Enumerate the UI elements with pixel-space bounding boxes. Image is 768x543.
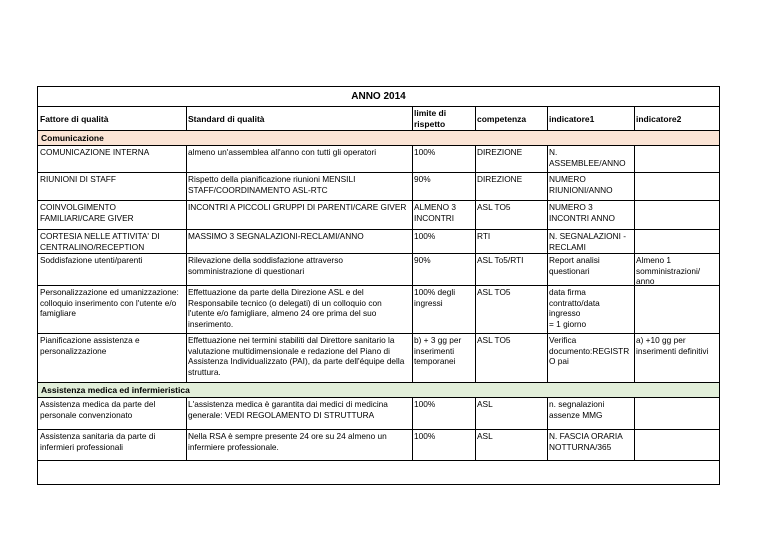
title-divider <box>38 106 719 107</box>
table-cell: ASL <box>477 431 493 441</box>
table-cell: Personalizzazione ed umanizzazione: colloquio inserimento con l'utente e/o famigliare <box>40 287 179 319</box>
table-cell: Report analisi questionari <box>549 255 600 276</box>
table-cell: DIREZIONE <box>477 147 523 157</box>
table-cell: Soddisfazione utenti/parenti <box>40 255 143 265</box>
table-cell: n. segnalazioni assenze MMG <box>549 399 605 420</box>
table-cell: 90% <box>414 174 431 184</box>
table-cell: ASL TO5 <box>477 287 511 297</box>
table-cell: a) +10 gg per inserimenti definitivi <box>636 335 709 356</box>
column-header: Fattore di qualità <box>40 114 109 124</box>
table-cell: ASL TO5 <box>477 335 511 345</box>
table-cell: N. FASCIA ORARIA NOTTURNA/365 <box>549 431 623 452</box>
section-header: Comunicazione <box>38 131 719 146</box>
column-divider <box>412 107 413 131</box>
column-divider <box>475 107 476 131</box>
row-divider <box>38 285 719 286</box>
column-divider <box>634 107 635 131</box>
column-divider <box>475 398 476 461</box>
table-cell: CORTESIA NELLE ATTIVITA' DI CENTRALINO/RECEPTION <box>40 231 160 252</box>
table-cell: 100% <box>414 399 436 409</box>
section-header: Assistenza medica ed infermieristica <box>38 383 719 398</box>
table-cell: Effettuazione nei termini stabiliti dal Direttore sanitario la valutazione multidimensionale e redazione del Piano di Assistenza Individualizzato (PAI), da parte dell'équipe della struttura. <box>188 335 405 377</box>
column-divider <box>186 398 187 461</box>
row-divider <box>38 200 719 201</box>
table-cell: 100% <box>414 431 436 441</box>
table-cell: 100% <box>414 231 436 241</box>
table-cell: MASSIMO 3 SEGNALAZIONI-RECLAMI/ANNO <box>188 231 364 241</box>
table-cell <box>636 147 718 172</box>
table-cell: Pianificazione assistenza e personalizzazione <box>40 335 140 356</box>
column-header: competenza <box>477 114 527 124</box>
table-cell: Rispetto della pianificazione riunioni MENSILI STAFF/COORDINAMENTO ASL-RTC <box>188 174 356 195</box>
column-divider <box>475 146 476 383</box>
table-cell <box>636 399 718 429</box>
column-divider <box>634 398 635 461</box>
table-cell: N. SEGNALAZIONI - RECLAMI <box>549 231 626 252</box>
table-cell: almeno un'assemblea all'anno con tutti gli operatori <box>188 147 377 157</box>
column-header: indicatore1 <box>549 114 595 124</box>
table-cell: COMUNICAZIONE INTERNA <box>40 147 150 157</box>
section-divider <box>38 397 719 398</box>
table-cell: Nella RSA è sempre presente 24 ore su 24 almeno un infermiere professionale. <box>188 431 387 452</box>
table-cell: L'assistenza medica è garantita dai medici di medicina generale: VEDI REGOLAMENTO DI STRUTTURA <box>188 399 388 420</box>
table-cell: INCONTRI A PICCOLI GRUPPI DI PARENTI/CARE GIVER <box>188 202 407 212</box>
table-cell: Verifica documento:REGISTR O pai <box>549 335 630 367</box>
table-cell: data firma contratto/data ingresso = 1 giorno <box>549 287 600 329</box>
column-divider <box>547 398 548 461</box>
table-cell: ASL To5/RTI <box>477 255 524 265</box>
table-cell: Assistenza medica da parte del personale convenzionato <box>40 399 156 420</box>
column-divider <box>186 107 187 131</box>
table-cell: b) + 3 gg per inserimenti temporanei <box>414 335 462 367</box>
row-divider <box>38 172 719 173</box>
column-divider <box>186 146 187 383</box>
table-cell: ASL TO5 <box>477 202 511 212</box>
table-cell: Almeno 1 somministrazioni/ anno <box>636 255 701 285</box>
row-divider <box>38 229 719 230</box>
column-divider <box>547 146 548 383</box>
table-cell: NUMERO 3 INCONTRI ANNO <box>549 202 615 223</box>
table-cell: Assistenza sanitaria da parte di infermieri professionali <box>40 431 156 452</box>
row-divider <box>38 253 719 254</box>
table-cell: ASL <box>477 399 493 409</box>
column-divider <box>634 146 635 383</box>
column-divider <box>547 107 548 131</box>
table-cell: 90% <box>414 255 431 265</box>
column-header: indicatore2 <box>636 114 682 124</box>
table-cell <box>636 174 718 200</box>
column-header: limite di rispetto <box>414 108 447 129</box>
table-cell: 100% <box>414 147 436 157</box>
section-divider <box>38 145 719 146</box>
column-header: Standard di qualità <box>188 114 265 124</box>
table-cell: N. ASSEMBLEE/ANNO <box>549 147 626 168</box>
table-cell: Rilevazione della soddisfazione attraverso somministrazione di questionari <box>188 255 343 276</box>
table-cell <box>636 231 718 253</box>
table-title: ANNO 2014 <box>351 91 406 102</box>
row-divider <box>38 429 719 430</box>
table-cell <box>636 287 718 333</box>
table-cell: DIREZIONE <box>477 174 523 184</box>
table-cell: ALMENO 3 INCONTRI <box>414 202 456 223</box>
row-divider <box>38 333 719 334</box>
row-divider <box>38 460 719 461</box>
table-cell: 100% degli ingressi <box>414 287 456 308</box>
table-cell: RIUNIONI DI STAFF <box>40 174 116 184</box>
column-divider <box>412 146 413 383</box>
table-cell: COINVOLGIMENTO FAMILIARI/CARE GIVER <box>40 202 134 223</box>
table-cell: RTI <box>477 231 491 241</box>
table-cell: Effettuazione da parte della Direzione ASL e del Responsabile tecnico (o delegati) di un colloquio con l'utente e/o famigliare, almeno 24 ore prima del suo inserimento. <box>188 287 382 329</box>
table-cell <box>636 431 718 460</box>
quality-table <box>37 86 720 485</box>
table-grid <box>38 87 721 486</box>
table-cell <box>636 202 718 229</box>
table-cell: NUMERO RIUNIONI/ANNO <box>549 174 613 195</box>
column-divider <box>412 398 413 461</box>
